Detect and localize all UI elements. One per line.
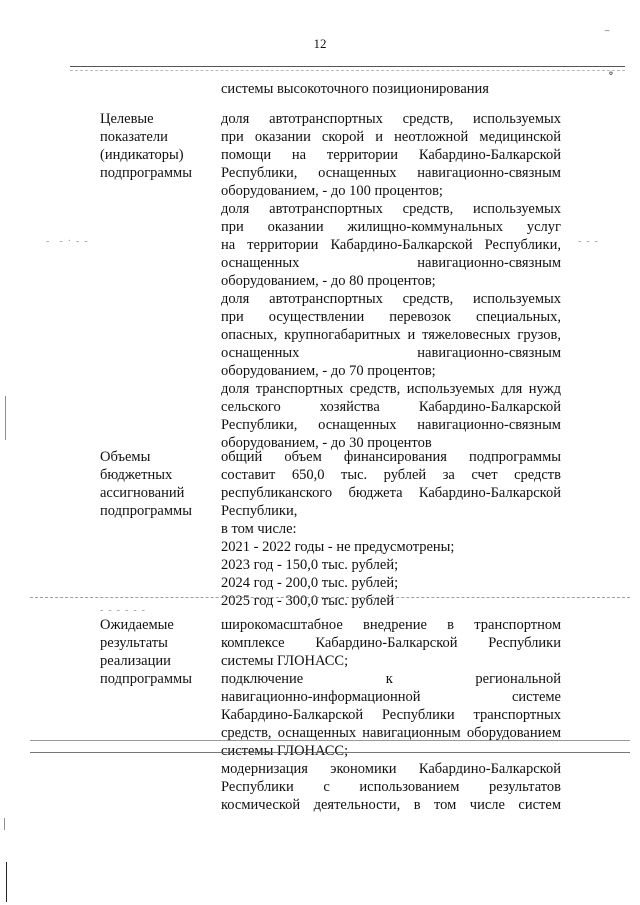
label-line: Ожидаемые xyxy=(100,617,174,633)
text-line: 2021 - 2022 годы - не предусмотрены; xyxy=(221,539,455,555)
label-line: реализации xyxy=(100,653,171,669)
label-line: (индикаторы) xyxy=(100,147,184,163)
text-line: сельского хозяйства Кабардино-Балкарской xyxy=(221,399,561,415)
text-line: доля автотранспортных средств, используемых xyxy=(221,291,561,307)
text-line: средств, оснащенных навигационным оборудованием xyxy=(221,725,561,741)
label-line: подпрограммы xyxy=(100,165,192,181)
text-line: в том числе: xyxy=(221,521,297,537)
text-line: республиканского бюджета Кабардино-Балкарской xyxy=(221,485,561,501)
section-body-results xyxy=(221,616,561,814)
scan-line-lower-2 xyxy=(30,752,630,753)
scan-mark-right: ∘ xyxy=(608,66,614,80)
text-line: системы ГЛОНАСС; xyxy=(221,653,349,669)
text-line: Республики с использованием результатов xyxy=(221,779,561,795)
text-line: Кабардино-Балкарской Республики транспортных xyxy=(221,707,561,723)
text-line: при оказании скорой и неотложной медицинской xyxy=(221,129,561,145)
text-line: 2025 год - 300,0 тыс. рублей xyxy=(221,593,395,609)
text-line: широкомасштабное внедрение в транспортном xyxy=(221,617,561,633)
text-line: 2024 год - 200,0 тыс. рублей; xyxy=(221,575,399,591)
text-line: составит 650,0 тыс. рублей за счет средств xyxy=(221,467,561,483)
label-line: подпрограммы xyxy=(100,503,192,519)
text-line: модернизация экономики Кабардино-Балкарской xyxy=(221,761,561,777)
text-line: оборудованием, - до 30 процентов xyxy=(221,435,432,451)
text-line: на территории Кабардино-Балкарской Республики, xyxy=(221,237,561,253)
text-line: доля транспортных средств, используемых для нужд xyxy=(221,381,561,397)
text-line: комплексе Кабардино-Балкарской Республики xyxy=(221,635,561,651)
text-line: Республики, оснащенных навигационно-связным xyxy=(221,165,561,181)
text-line: оборудованием, - до 80 процентов; xyxy=(221,273,436,289)
label-line: ассигнований xyxy=(100,485,185,501)
section-label-results xyxy=(100,616,212,688)
text-line: при оказании жилищно-коммунальных услуг xyxy=(221,219,561,235)
section-body-indicators xyxy=(221,110,561,452)
text-line: общий объем финансирования подпрограммы xyxy=(221,449,561,465)
header-rule xyxy=(70,66,625,67)
section-label-indicators xyxy=(100,110,212,182)
text-line: системы ГЛОНАСС; xyxy=(221,743,349,759)
scan-line-lower xyxy=(30,740,630,741)
label-line: Объемы xyxy=(100,449,151,465)
text-line: Республики, xyxy=(221,503,298,519)
text-line: оснащенных навигационно-связным xyxy=(221,255,561,271)
text-line: 2023 год - 150,0 тыс. рублей; xyxy=(221,557,399,573)
page-number: 12 xyxy=(313,36,327,51)
header-rule-faint xyxy=(70,70,625,71)
text-line: космической деятельности, в том числе систем xyxy=(221,797,561,813)
scan-fold-line xyxy=(30,597,630,598)
label-line: бюджетных xyxy=(100,467,173,483)
text-line: опасных, крупногабаритных и тяжеловесных грузов, xyxy=(221,327,561,343)
label-line: показатели xyxy=(100,129,168,145)
scan-noise-mid: - - - - - - xyxy=(100,605,145,616)
text-line: оборудованием, - до 100 процентов; xyxy=(221,183,443,199)
text-line: подключение к региональной xyxy=(221,671,561,687)
label-line: результаты xyxy=(100,635,168,651)
margin-mark xyxy=(4,818,5,830)
label-line: Целевые xyxy=(100,111,154,127)
continuation-block xyxy=(221,80,561,98)
text-line: оснащенных навигационно-связным xyxy=(221,345,561,361)
text-line: при осуществлении перевозок специальных, xyxy=(221,309,561,325)
text-line: навигационно-информационной системе xyxy=(221,689,561,705)
section-body-budget xyxy=(221,448,561,610)
text-line: доля автотранспортных средств, используемых xyxy=(221,111,561,127)
text-line: Республики, оснащенных навигационно-связным xyxy=(221,417,561,433)
text-line: оборудованием, - до 70 процентов; xyxy=(221,363,436,379)
text-line: доля автотранспортных средств, используемых xyxy=(221,201,561,217)
margin-mark xyxy=(5,396,6,440)
continuation-line: системы высокоточного позиционирования xyxy=(221,81,489,97)
scan-noise-right: - - - xyxy=(578,236,598,247)
margin-mark xyxy=(6,862,7,902)
label-line: подпрограммы xyxy=(100,671,192,687)
scan-mark-top-right: ⁻ xyxy=(604,26,611,40)
section-label-budget xyxy=(100,448,212,520)
scan-noise-left: - - · - - xyxy=(46,236,88,247)
text-line: помощи на территории Кабардино-Балкарской xyxy=(221,147,561,163)
